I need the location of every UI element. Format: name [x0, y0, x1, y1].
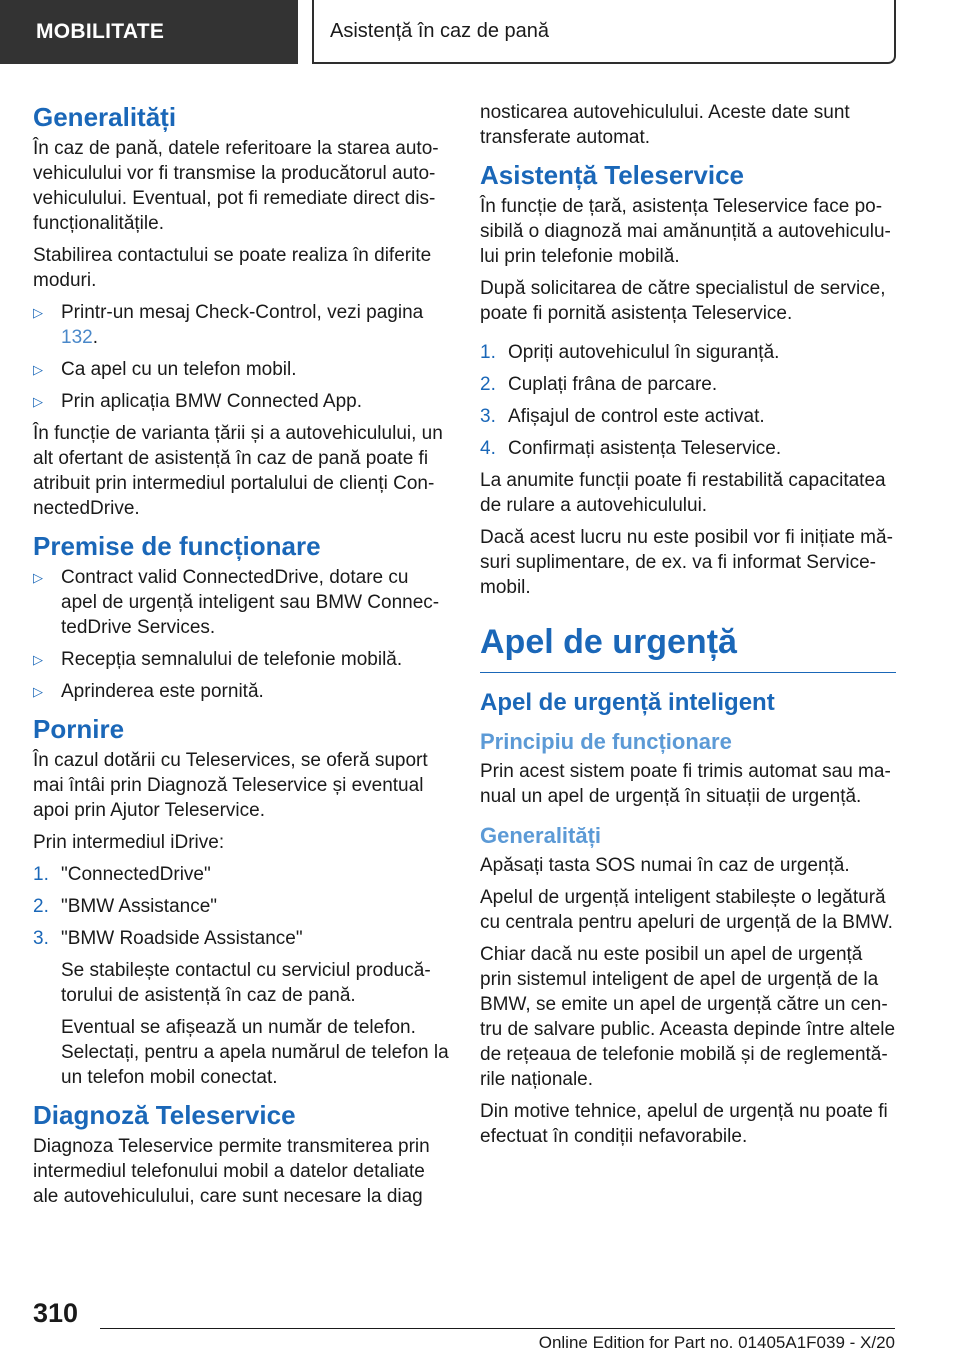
paragraph: În caz de pană, datele referitoare la starea autovehiculului vor fi transmise la producătorul autovehiculului. Eventual, pot fi remediate direct disfuncționalitățile.	[33, 138, 439, 234]
list-item-text: Aprinderea este pornită.	[61, 681, 264, 702]
paragraph: În cazul dotării cu Teleservices, se oferă suport mai întâi prin Diagnoză Teleservice și eventual apoi prin Ajutor Teleservice.	[33, 750, 428, 821]
paragraph: Prin intermediul iDrive:	[33, 832, 225, 853]
page-link[interactable]: 132	[61, 327, 93, 348]
section-tab: MOBILITATE	[0, 0, 298, 64]
paragraph: Stabilirea contactului se poate realiza în diferite moduri.	[33, 245, 432, 291]
paragraph: Chiar dacă nu este posibil un apel de urgență prin sistemul inteligent de apel de urgență de la BMW, se emite un apel de urgență către un centru de salvare public. Aceasta depinde între altele de rețeaua de telefonie mobilă și de reglementările naționale.	[480, 944, 896, 1090]
list-item	[33, 300, 449, 350]
step-number: 2.	[480, 374, 496, 395]
heading-premise: Premise de funcționare	[33, 531, 321, 561]
step-item	[33, 894, 449, 919]
list-item-text: Ca apel cu un telefon mobil.	[61, 359, 297, 380]
paragraph: După solicitarea de către specialistul de service, poate fi pornită asistența Teleservice.	[480, 278, 886, 324]
paragraph: Apelul de urgență inteligent stabilește o legătură cu centrala pentru apeluri de urgență de la BMW.	[480, 887, 893, 933]
contact-list	[33, 300, 449, 414]
step-text: Opriți autovehiculul în siguranță.	[508, 342, 780, 363]
triangle-bullet-icon: ▷	[33, 394, 43, 409]
step-item	[33, 862, 449, 887]
list-item-text: Prin aplicația BMW Connected App.	[61, 391, 362, 412]
list-item	[33, 389, 449, 414]
step-number: 1.	[480, 342, 496, 363]
step-item	[480, 436, 896, 461]
heading-diagnoza: Diagnoză Teleservice	[33, 1100, 296, 1130]
step-text: "BMW Assistance"	[61, 896, 218, 917]
heading-general: Generalități	[33, 102, 177, 132]
list-item-text: Recepția semnalului de telefonie mobilă.	[61, 649, 403, 670]
step-number: 4.	[480, 438, 496, 459]
list-item-text: Printr-un mesaj Check-Control, vezi pagina	[61, 302, 424, 323]
heading-principiu: Principiu de funcționare	[480, 729, 732, 754]
paragraph: Prin acest sistem poate fi trimis automat sau manual un apel de urgență în situații de urgență.	[480, 761, 891, 807]
header-gap	[298, 0, 312, 64]
step-number: 3.	[33, 928, 49, 949]
paragraph: Dacă acest lucru nu este posibil vor fi inițiate măsuri suplimentare, de ex. va fi informat Service-mobil.	[480, 527, 893, 598]
step-number: 1.	[33, 864, 49, 885]
chapter-title: Asistență în caz de pană	[312, 0, 896, 64]
list-item-tail: .	[92, 327, 98, 348]
page-number: 310	[33, 1298, 79, 1328]
heading-apel-urgenta: Apel de urgență	[480, 620, 896, 673]
step-text: Cuplați frâna de parcare.	[508, 374, 718, 395]
step-number: 3.	[480, 406, 496, 427]
list-item-text: Contract valid ConnectedDrive, dotare cu apel de urgență inteligent sau BMW ConnectedDrive Services.	[61, 567, 440, 638]
triangle-bullet-icon: ▷	[33, 305, 43, 320]
step-item	[480, 372, 896, 397]
paragraph: La anumite funcții poate fi restabilită capacitatea de rulare a autovehiculului.	[480, 470, 886, 516]
triangle-bullet-icon: ▷	[33, 684, 43, 699]
step-subtext: Eventual se afișează un număr de telefon. Selectați, pentru a apela numărul de telefon la un telefon mobil conectat.	[61, 1017, 449, 1088]
list-item	[33, 357, 449, 382]
list-item	[33, 647, 449, 672]
premise-list	[33, 565, 449, 704]
step-text: Confirmați asistența Teleservice.	[508, 438, 782, 459]
triangle-bullet-icon: ▷	[33, 570, 43, 585]
step-item	[33, 926, 449, 1090]
triangle-bullet-icon: ▷	[33, 652, 43, 667]
step-subtext: Se stabilește contactul cu serviciul producătorului de asistență în caz de pană.	[61, 960, 431, 1006]
paragraph: Diagnoza Teleservice permite transmiterea prin intermediul telefonului mobil a datelor detaliate ale autovehiculului, care sunt necesare la diag	[33, 1136, 430, 1207]
list-item	[33, 679, 449, 704]
heading-apel-inteligent: Apel de urgență inteligent	[480, 689, 775, 716]
step-text: "ConnectedDrive"	[61, 864, 211, 885]
step-item	[480, 404, 896, 429]
paragraph: În funcție de varianta țării și a autovehiculului, un alt ofertant de asistență în caz de pană poate fi atribuit prin intermediul portalului de clienți ConnectedDrive.	[33, 423, 443, 519]
paragraph: nosticarea autovehiculului. Aceste date sunt transferate automat.	[480, 102, 850, 148]
footer-rule	[100, 1328, 895, 1329]
heading-asistenta: Asistență Teleservice	[480, 160, 744, 190]
paragraph: În funcție de țară, asistența Teleservice face posibilă o diagnoză mai amănunțită a autovehiculului prin telefonie mobilă.	[480, 196, 891, 267]
paragraph: Din motive tehnice, apelul de urgență nu poate fi efectuat în condiții nefavorabile.	[480, 1101, 888, 1147]
step-item	[480, 340, 896, 365]
teleservice-steps	[480, 340, 896, 461]
step-text: Afișajul de control este activat.	[508, 406, 765, 427]
triangle-bullet-icon: ▷	[33, 362, 43, 377]
right-column	[480, 100, 896, 1156]
heading-general-2: Generalități	[480, 823, 602, 848]
step-text: "BMW Roadside Assistance"	[61, 928, 303, 949]
left-column	[33, 100, 449, 1216]
list-item	[33, 565, 449, 640]
edition-note: Online Edition for Part no. 01405A1F039 - X/20	[538, 1333, 895, 1352]
heading-pornire: Pornire	[33, 714, 125, 744]
paragraph: Apăsați tasta SOS numai în caz de urgență.	[480, 855, 850, 876]
step-number: 2.	[33, 896, 49, 917]
idrive-steps	[33, 862, 449, 1090]
